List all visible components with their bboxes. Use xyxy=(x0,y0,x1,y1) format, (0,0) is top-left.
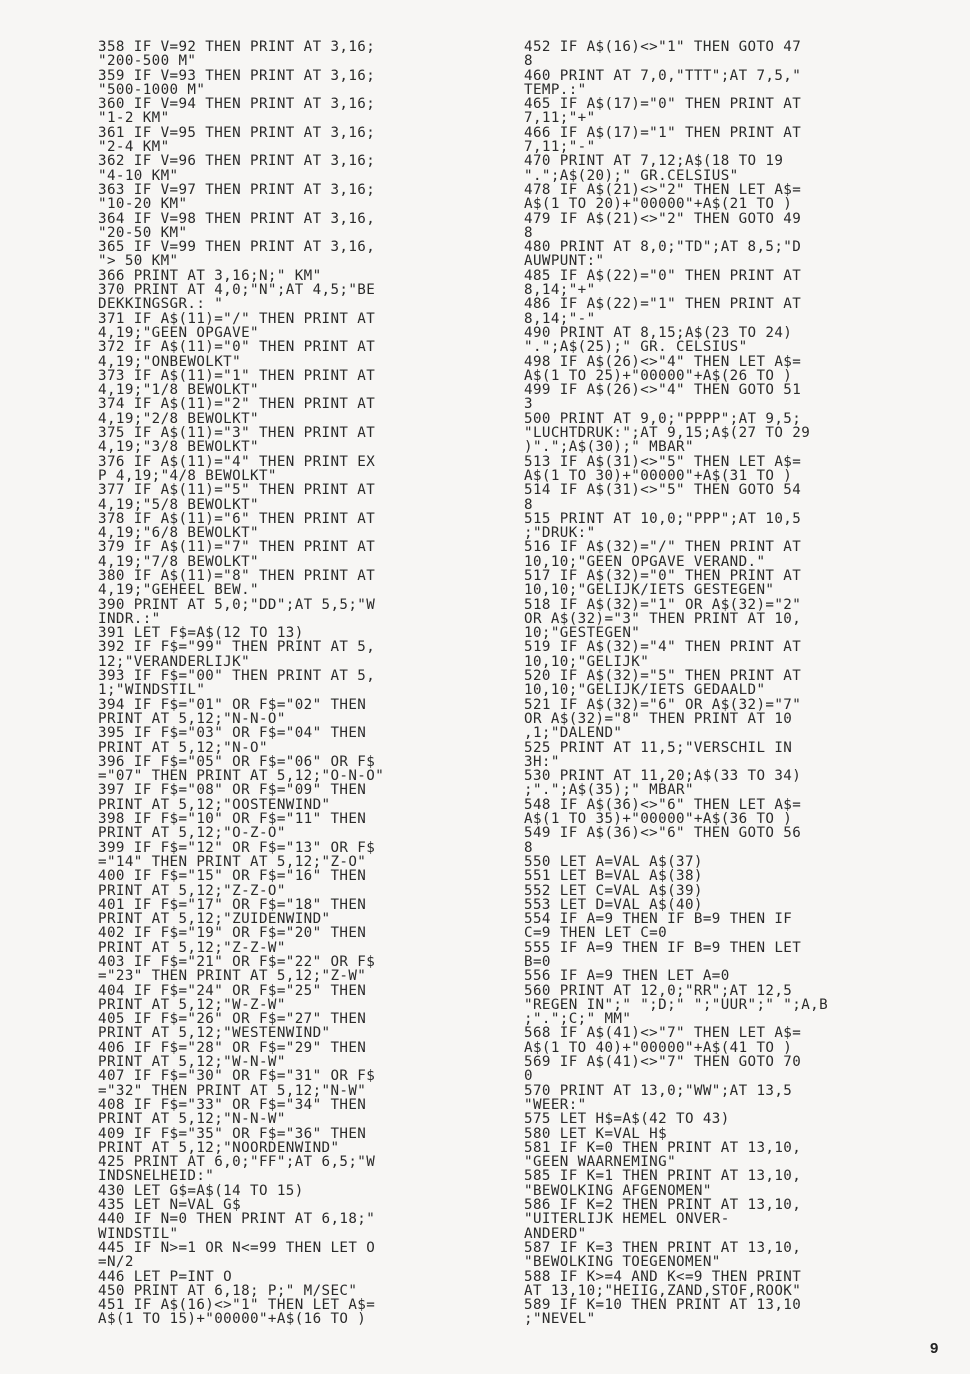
code-line: "> 50 KM" xyxy=(98,253,179,270)
code-line: PRINT AT 5,12;"O-Z-O" xyxy=(98,825,286,842)
code-line: 550 LET A=VAL A$(37) xyxy=(524,853,703,870)
code-line: ;"NEVEL" xyxy=(524,1311,596,1328)
code-line: 555 IF A=9 THEN IF B=9 THEN LET xyxy=(524,939,802,956)
code-line: 460 PRINT AT 7,0,"TTT";AT 7,5," xyxy=(524,67,802,84)
code-line: 376 IF A$(11)="4" THEN PRINT EX xyxy=(98,453,376,470)
code-line: 373 IF A$(11)="1" THEN PRINT AT xyxy=(98,367,376,384)
code-line: P 4,19;"4/8 BEWOLKT" xyxy=(98,467,277,484)
code-line: A$(1 TO 25)+"00000"+A$(26 TO ) xyxy=(524,367,793,384)
code-line: 372 IF A$(11)="0" THEN PRINT AT xyxy=(98,339,376,356)
code-line: 370 PRINT AT 4,0;"N";AT 4,5;"BE xyxy=(98,282,376,299)
code-line: ,1;"DALEND" xyxy=(524,725,623,742)
code-line: 399 IF F$="12" OR F$="13" OR F$ xyxy=(98,839,376,856)
code-line: INDSNELHEID:" xyxy=(98,1168,215,1185)
code-line: 518 IF A$(32)="1" OR A$(32)="2" xyxy=(524,596,802,613)
code-line: 430 LET G$=A$(14 TO 15) xyxy=(98,1182,304,1199)
code-line: 446 LET P=INT O xyxy=(98,1268,233,1285)
code-line: ".";A$(25);" GR. CELSIUS" xyxy=(524,339,748,356)
code-line: 465 IF A$(17)="0" THEN PRINT AT xyxy=(524,96,802,113)
code-line: 397 IF F$="08" OR F$="09" THEN xyxy=(98,782,367,799)
code-line: OR A$(32)="8" THEN PRINT AT 10 xyxy=(524,710,793,727)
code-line: 4,19;"2/8 BEWOLKT" xyxy=(98,410,259,427)
code-line: 517 IF A$(32)="0" THEN PRINT AT xyxy=(524,567,802,584)
code-line: PRINT AT 5,12;"W-N-W" xyxy=(98,1054,286,1071)
code-line: 440 IF N=0 THEN PRINT AT 6,18;" xyxy=(98,1211,376,1228)
code-line: 490 PRINT AT 8,15;A$(23 TO 24) xyxy=(524,324,793,341)
code-line: 366 PRINT AT 3,16;N;" KM" xyxy=(98,267,322,284)
code-line: 396 IF F$="05" OR F$="06" OR F$ xyxy=(98,753,376,770)
code-line: AUWPUNT:" xyxy=(524,253,605,270)
code-line: 4,19;"5/8 BEWOLKT" xyxy=(98,496,259,513)
code-line: 10;"GESTEGEN" xyxy=(524,625,641,642)
code-line: 516 IF A$(32)="/" THEN PRINT AT xyxy=(524,539,802,556)
code-line: 360 IF V=94 THEN PRINT AT 3,16; xyxy=(98,96,376,113)
code-line: 3H:" xyxy=(524,753,560,770)
code-line: 395 IF F$="03" OR F$="04" THEN xyxy=(98,725,367,742)
code-line: 374 IF A$(11)="2" THEN PRINT AT xyxy=(98,396,376,413)
code-line: 500 PRINT AT 9,0;"PPPP";AT 9,5; xyxy=(524,410,802,427)
code-line: B=0 xyxy=(524,954,551,970)
code-line: 364 IF V=98 THEN PRINT AT 3,16, xyxy=(98,210,376,227)
code-line: 425 PRINT AT 6,0;"FF";AT 6,5;"W xyxy=(98,1154,376,1171)
code-line: 479 IF A$(21)<>"2" THEN GOTO 49 xyxy=(524,210,802,227)
code-line: 4,19;"ONBEWOLKT" xyxy=(98,353,242,370)
code-line: 548 IF A$(36)<>"6" THEN LET A$= xyxy=(524,796,802,813)
code-line: "GEEN WAARNEMING" xyxy=(524,1154,677,1171)
code-line: 10,10;"GELIJK" xyxy=(524,653,650,670)
code-line: 1;"WINDSTIL" xyxy=(98,682,206,699)
code-line: "4-10 KM" xyxy=(98,167,179,184)
code-line: 408 IF F$="33" OR F$="34" THEN xyxy=(98,1096,367,1113)
code-line: WINDSTIL" xyxy=(98,1225,179,1242)
code-line: 4,19;"1/8 BEWOLKT" xyxy=(98,382,259,399)
code-line: 521 IF A$(32)="6" OR A$(32)="7" xyxy=(524,696,802,713)
code-line: "1-2 KM" xyxy=(98,110,170,127)
code-line: ".";A$(20);" GR.CELSIUS" xyxy=(524,167,739,184)
code-line: 12;"VERANDERLIJK" xyxy=(98,653,251,670)
code-line: 406 IF F$="28" OR F$="29" THEN xyxy=(98,1039,367,1056)
code-line: ;".";A$(35);" MBAR" xyxy=(524,782,694,799)
code-line: 478 IF A$(21)<>"2" THEN LET A$= xyxy=(524,181,802,198)
code-line: 8 xyxy=(524,839,533,856)
code-line: PRINT AT 5,12;"OOSTENWIND" xyxy=(98,796,331,813)
code-line: 435 LET N=VAL G$ xyxy=(98,1197,242,1214)
code-line: 553 LET D=VAL A$(40) xyxy=(524,896,703,913)
code-line: 560 PRINT AT 12,0;"RR";AT 12,5 xyxy=(524,982,793,999)
code-line: PRINT AT 5,12;"Z-Z-W" xyxy=(98,939,286,956)
code-line: "2-4 KM" xyxy=(98,139,170,156)
code-line: "10-20 KM" xyxy=(98,196,188,213)
code-line: 570 PRINT AT 13,0;"WW";AT 13,5 xyxy=(524,1082,793,1099)
code-line: 589 IF K=10 THEN PRINT AT 13,10 xyxy=(524,1297,802,1314)
code-line: 470 PRINT AT 7,12;A$(18 TO 19 xyxy=(524,153,784,170)
code-line: 371 IF A$(11)="/" THEN PRINT AT xyxy=(98,310,376,327)
code-line: 8 xyxy=(524,224,533,241)
code-line: 519 IF A$(32)="4" THEN PRINT AT xyxy=(524,639,802,656)
code-line: 10,10;"GELIJK/IETS GEDAALD" xyxy=(524,682,766,699)
code-line: 363 IF V=97 THEN PRINT AT 3,16; xyxy=(98,181,376,198)
code-line: 380 IF A$(11)="8" THEN PRINT AT xyxy=(98,567,376,584)
code-line: PRINT AT 5,12;"WESTENWIND" xyxy=(98,1025,331,1042)
code-line: 556 IF A=9 THEN LET A=0 xyxy=(524,968,730,985)
code-line: ="07" THEN PRINT AT 5,12;"O-N-O" xyxy=(98,768,385,785)
code-line: ="23" THEN PRINT AT 5,12;"Z-W" xyxy=(98,968,367,985)
code-line: "BEWOLKING AFGENOMEN" xyxy=(524,1182,712,1199)
code-line: 10,10;"GEEN OPGAVE VERAND." xyxy=(524,553,766,570)
code-line: ;".";C;" MM" xyxy=(524,1011,632,1028)
code-line: 513 IF A$(31)<>"5" THEN LET A$= xyxy=(524,453,802,470)
code-line: 554 IF A=9 THEN IF B=9 THEN IF xyxy=(524,911,793,928)
code-line: 361 IF V=95 THEN PRINT AT 3,16; xyxy=(98,124,376,141)
code-line: A$(1 TO 20)+"00000"+A$(21 TO ) xyxy=(524,196,793,213)
code-line: 7,11;"-" xyxy=(524,139,596,156)
code-line: 409 IF F$="35" OR F$="36" THEN xyxy=(98,1125,367,1142)
code-line: "20-50 KM" xyxy=(98,224,188,241)
code-line: ="32" THEN PRINT AT 5,12;"N-W" xyxy=(98,1082,367,1099)
code-line: 403 IF F$="21" OR F$="22" OR F$ xyxy=(98,954,376,970)
code-line: "200-500 M" xyxy=(98,53,197,70)
code-line: 520 IF A$(32)="5" THEN PRINT AT xyxy=(524,668,802,685)
code-line: 451 IF A$(16)<>"1" THEN LET A$= xyxy=(98,1297,376,1314)
code-line: 8,14;"+" xyxy=(524,282,596,299)
code-line: 405 IF F$="26" OR F$="27" THEN xyxy=(98,1011,367,1028)
code-line: 393 IF F$="00" THEN PRINT AT 5, xyxy=(98,668,376,685)
code-line: 499 IF A$(26)<>"4" THEN GOTO 51 xyxy=(524,382,802,399)
code-line: 7,11;"+" xyxy=(524,110,596,127)
code-line: 452 IF A$(16)<>"1" THEN GOTO 47 xyxy=(524,39,802,55)
code-line: ;"DRUK:" xyxy=(524,525,596,542)
code-line: A$(1 TO 40)+"00000"+A$(41 TO ) xyxy=(524,1039,793,1056)
code-line: 379 IF A$(11)="7" THEN PRINT AT xyxy=(98,539,376,556)
code-line: 358 IF V=92 THEN PRINT AT 3,16; xyxy=(98,39,376,55)
code-line: 551 LET B=VAL A$(38) xyxy=(524,868,703,885)
code-line: 549 IF A$(36)<>"6" THEN GOTO 56 xyxy=(524,825,802,842)
code-line: 4,19;"6/8 BEWOLKT" xyxy=(98,525,259,542)
code-line: "LUCHTDRUK:";AT 9,15;A$(27 TO 29 xyxy=(524,425,811,442)
code-line: OR A$(32)="3" THEN PRINT AT 10, xyxy=(524,610,802,627)
code-line: 445 IF N>=1 OR N<=99 THEN LET O xyxy=(98,1239,376,1256)
code-line: 580 LET K=VAL H$ xyxy=(524,1125,668,1142)
code-line: A$(1 TO 35)+"00000"+A$(36 TO ) xyxy=(524,811,793,828)
code-line: 515 PRINT AT 10,0;"PPP";AT 10,5 xyxy=(524,510,802,527)
code-line: 4,19;"GEEN OPGAVE" xyxy=(98,324,259,341)
code-line: PRINT AT 5,12;"N-O" xyxy=(98,739,268,756)
code-line: "UITERLIJK HEMEL ONVER- xyxy=(524,1211,730,1228)
code-line: 8,14;"-" xyxy=(524,310,596,327)
code-line: 466 IF A$(17)="1" THEN PRINT AT xyxy=(524,124,802,141)
code-line: ="14" THEN PRINT AT 5,12;"Z-O" xyxy=(98,853,367,870)
code-line: 4,19;"7/8 BEWOLKT" xyxy=(98,553,259,570)
code-line: 407 IF F$="30" OR F$="31" OR F$ xyxy=(98,1068,376,1085)
code-line: 4,19;"GEHEEL BEW." xyxy=(98,582,259,599)
code-line: 575 LET H$=A$(42 TO 43) xyxy=(524,1111,730,1128)
code-line: 498 IF A$(26)<>"4" THEN LET A$= xyxy=(524,353,802,370)
code-line: =N/2 xyxy=(98,1254,134,1271)
code-line: PRINT AT 5,12;"Z-Z-O" xyxy=(98,882,286,899)
code-line: 391 LET F$=A$(12 TO 13) xyxy=(98,625,304,642)
code-line: 362 IF V=96 THEN PRINT AT 3,16; xyxy=(98,153,376,170)
code-line: INDR.:" xyxy=(98,610,161,627)
code-line: 401 IF F$="17" OR F$="18" THEN xyxy=(98,896,367,913)
code-line: DEKKINGSGR.: " xyxy=(98,296,224,313)
code-line: PRINT AT 5,12;"W-Z-W" xyxy=(98,996,286,1013)
code-line: 480 PRINT AT 8,0;"TD";AT 8,5;"D xyxy=(524,239,802,256)
code-line: PRINT AT 5,12;"NOORDENWIND" xyxy=(98,1139,340,1156)
page-number: 9 xyxy=(930,1340,939,1357)
code-line: PRINT AT 5,12;"ZUIDENWIND" xyxy=(98,911,331,928)
code-line: 400 IF F$="15" OR F$="16" THEN xyxy=(98,868,367,885)
code-line: C=9 THEN LET C=0 xyxy=(524,925,668,942)
code-line: "500-1000 M" xyxy=(98,81,206,98)
code-line: 585 IF K=1 THEN PRINT AT 13,10, xyxy=(524,1168,802,1185)
code-line: 8 xyxy=(524,53,533,70)
code-line: 552 LET C=VAL A$(39) xyxy=(524,882,703,899)
code-line: PRINT AT 5,12;"N-N-W" xyxy=(98,1111,286,1128)
code-line: 586 IF K=2 THEN PRINT AT 13,10, xyxy=(524,1197,802,1214)
code-line: "BEWOLKING TOEGENOMEN" xyxy=(524,1254,721,1271)
code-line: 486 IF A$(22)="1" THEN PRINT AT xyxy=(524,296,802,313)
code-line: 588 IF K>=4 AND K<=9 THEN PRINT xyxy=(524,1268,802,1285)
code-line: 404 IF F$="24" OR F$="25" THEN xyxy=(98,982,367,999)
code-line: 10,10;"GELIJK/IETS GESTEGEN" xyxy=(524,582,775,599)
code-line: 378 IF A$(11)="6" THEN PRINT AT xyxy=(98,510,376,527)
code-line: 8 xyxy=(524,496,533,513)
code-line: 525 PRINT AT 11,5;"VERSCHIL IN xyxy=(524,739,793,756)
code-line: 392 IF F$="99" THEN PRINT AT 5, xyxy=(98,639,376,656)
code-line: 402 IF F$="19" OR F$="20" THEN xyxy=(98,925,367,942)
code-line: 485 IF A$(22)="0" THEN PRINT AT xyxy=(524,267,802,284)
program-listing-left-column xyxy=(98,40,518,1327)
code-line: "WEER:" xyxy=(524,1096,587,1113)
code-line: TEMP.:" xyxy=(524,81,587,98)
code-line: 0 xyxy=(524,1068,533,1085)
code-line: 568 IF A$(41)<>"7" THEN LET A$= xyxy=(524,1025,802,1042)
code-line: 514 IF A$(31)<>"5" THEN GOTO 54 xyxy=(524,482,802,499)
code-line: 394 IF F$="01" OR F$="02" THEN xyxy=(98,696,367,713)
code-line: "REGEN IN";" ";D;" ";"UUR";" ";A,B xyxy=(524,996,829,1013)
code-line: 375 IF A$(11)="3" THEN PRINT AT xyxy=(98,425,376,442)
code-line: 390 PRINT AT 5,0;"DD";AT 5,5;"W xyxy=(98,596,376,613)
code-line: 3 xyxy=(524,396,533,413)
code-line: 450 PRINT AT 6,18; P;" M/SEC" xyxy=(98,1282,358,1299)
code-line: 377 IF A$(11)="5" THEN PRINT AT xyxy=(98,482,376,499)
code-line: A$(1 TO 30)+"00000"+A$(31 TO ) xyxy=(524,467,793,484)
code-line: 581 IF K=0 THEN PRINT AT 13,10, xyxy=(524,1139,802,1156)
code-line: 365 IF V=99 THEN PRINT AT 3,16, xyxy=(98,239,376,256)
code-line: 359 IF V=93 THEN PRINT AT 3,16; xyxy=(98,67,376,84)
code-line: )".";A$(30);" MBAR" xyxy=(524,439,694,456)
program-listing-right-column xyxy=(524,40,944,1327)
code-line: 4,19;"3/8 BEWOLKT" xyxy=(98,439,259,456)
code-line: A$(1 TO 15)+"00000"+A$(16 TO ) xyxy=(98,1311,367,1328)
code-line: AT 13,10;"HEIIG,ZAND,STOF,ROOK" xyxy=(524,1282,802,1299)
code-line: 587 IF K=3 THEN PRINT AT 13,10, xyxy=(524,1239,802,1256)
code-line: 398 IF F$="10" OR F$="11" THEN xyxy=(98,811,367,828)
code-line: ANDERD" xyxy=(524,1225,587,1242)
code-line: 569 IF A$(41)<>"7" THEN GOTO 70 xyxy=(524,1054,802,1071)
code-line: PRINT AT 5,12;"N-N-O" xyxy=(98,710,286,727)
code-line: 530 PRINT AT 11,20;A$(33 TO 34) xyxy=(524,768,802,785)
